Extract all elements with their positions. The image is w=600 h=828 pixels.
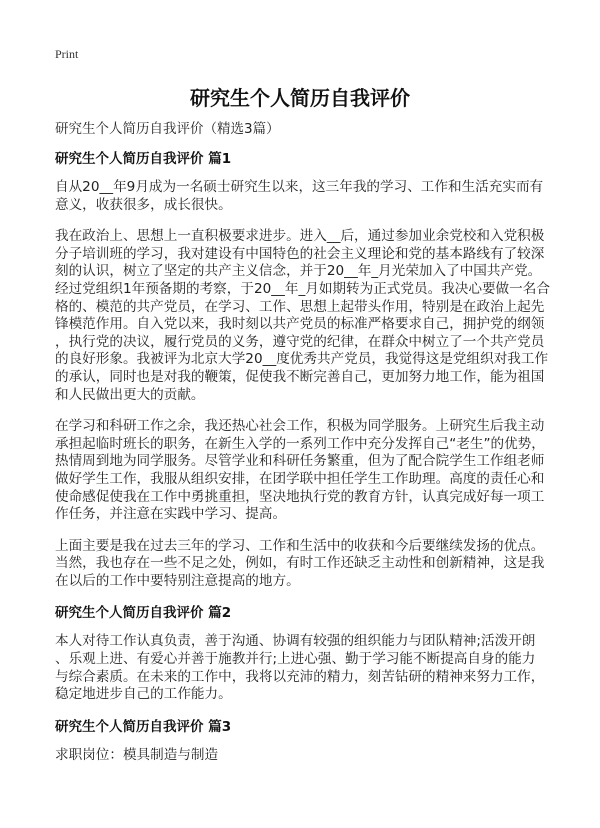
paragraph-line: 意义，收获很多，成长很快。: [55, 196, 232, 213]
paragraph: [55, 228, 565, 404]
paragraph-line: 承担起临时班长的职务，在新生入学的一系列工作中充分发挥自己“老生”的优势，: [55, 435, 545, 452]
section-heading: 研究生个人简历自我评价 篇2: [55, 605, 232, 622]
paragraph-line: 使命感促使我在工作中勇挑重担，坚决地执行党的教育方针，认真完成好每一项工: [55, 488, 545, 505]
paragraph-line: 在学习和科研工作之余，我还热心社会工作，积极为同学服务。上研究生后我主动: [55, 418, 545, 435]
paragraph-line: 的承认，同时也是对我的鞭策，促使我不断完善自己，更加努力地工作，能为祖国: [55, 368, 545, 385]
paragraph-line: 经过党组织1年预备期的考察，于20__年_月如期转为正式党员。我决心要做一名合: [55, 280, 550, 297]
paragraph-line: 、乐观上进、有爱心并善于施教并行;上进心强、勤于学习能不断提高自身的能力: [55, 651, 536, 668]
paragraph-line: 与综合素质。在未来的工作中，我将以充沛的精力，刻苦钻研的精神来努力工作，: [55, 668, 545, 685]
page-title: 研究生个人简历自我评价: [190, 86, 410, 110]
section-heading: 研究生个人简历自我评价 篇3: [55, 718, 232, 735]
paragraph-line: 的良好形象。我被评为北京大学20__度优秀共产党员，我觉得这是党组织对我工作: [55, 351, 549, 368]
paragraph: [55, 179, 565, 214]
paragraph-line: 做好学生工作，我服从组织安排，在团学联中担任学生工作助理。高度的责任心和: [55, 470, 545, 487]
document-subtitle: 研究生个人简历自我评价（精选3篇）: [55, 121, 280, 137]
paragraph-line: 自从20__年9月成为一名硕士研究生以来，这三年我的学习、工作和生活充实而有: [55, 179, 544, 195]
document-body: [55, 120, 565, 778]
paragraph-line: ，执行党的决议，履行党员的义务，遵守党的纪律，在群众中树立了一个共产党员: [55, 333, 545, 350]
paragraph-line: 格的、模范的共产党员，在学习、工作、思想上起带头作用，特别是在政治上起先: [55, 298, 545, 315]
paragraph-line: 刻的认识，树立了坚定的共产主义信念，并于20__年_月光荣加入了中国共产党。: [55, 263, 542, 280]
paragraph-line: 上面主要是我在过去三年的学习、工作和生活中的收获和今后要继续发扬的优点。: [55, 537, 545, 554]
paragraph: [55, 538, 565, 591]
section-heading: 研究生个人简历自我评价 篇1: [55, 151, 232, 167]
paragraph-line: 本人对待工作认真负责，善于沟通、协调有较强的组织能力与团队精神;活泼开朗: [55, 633, 536, 650]
paragraph: [55, 747, 565, 765]
paragraph-line: 作任务，并注意在实践中学习、提高。: [55, 506, 287, 523]
paragraph-line: 分子培训班的学习，我对建设有中国特色的社会主义理论和党的基本路线有了较深: [55, 245, 545, 262]
paragraph: [55, 633, 565, 703]
paragraph-line: 在以后的工作中要特别注意提高的地方。: [55, 572, 300, 589]
print-link[interactable]: Print: [55, 47, 79, 61]
paragraph-line: 热情周到地为同学服务。尽管学业和科研任务繁重，但为了配合院学生工作组老师: [55, 453, 545, 470]
paragraph-line: 我在政治上、思想上一直积极要求进步。进入__后，通过参加业余党校和入党积极: [55, 228, 545, 245]
paragraph-line: 稳定地进步自己的工作能力。: [55, 686, 232, 703]
paragraph-line: 和人民做出更大的贡献。: [55, 386, 205, 403]
paragraph-line: 当然，我也存在一些不足之处，例如，有时工作还缺乏主动性和创新精神，这是我: [55, 555, 545, 572]
paragraph-line: 锋模范作用。自入党以来，我时刻以共产党员的标准严格要求自己，拥护党的纲领: [55, 316, 545, 333]
paragraph: [55, 418, 565, 524]
paragraph-line: 求职岗位：模具制造与制造: [55, 746, 219, 763]
